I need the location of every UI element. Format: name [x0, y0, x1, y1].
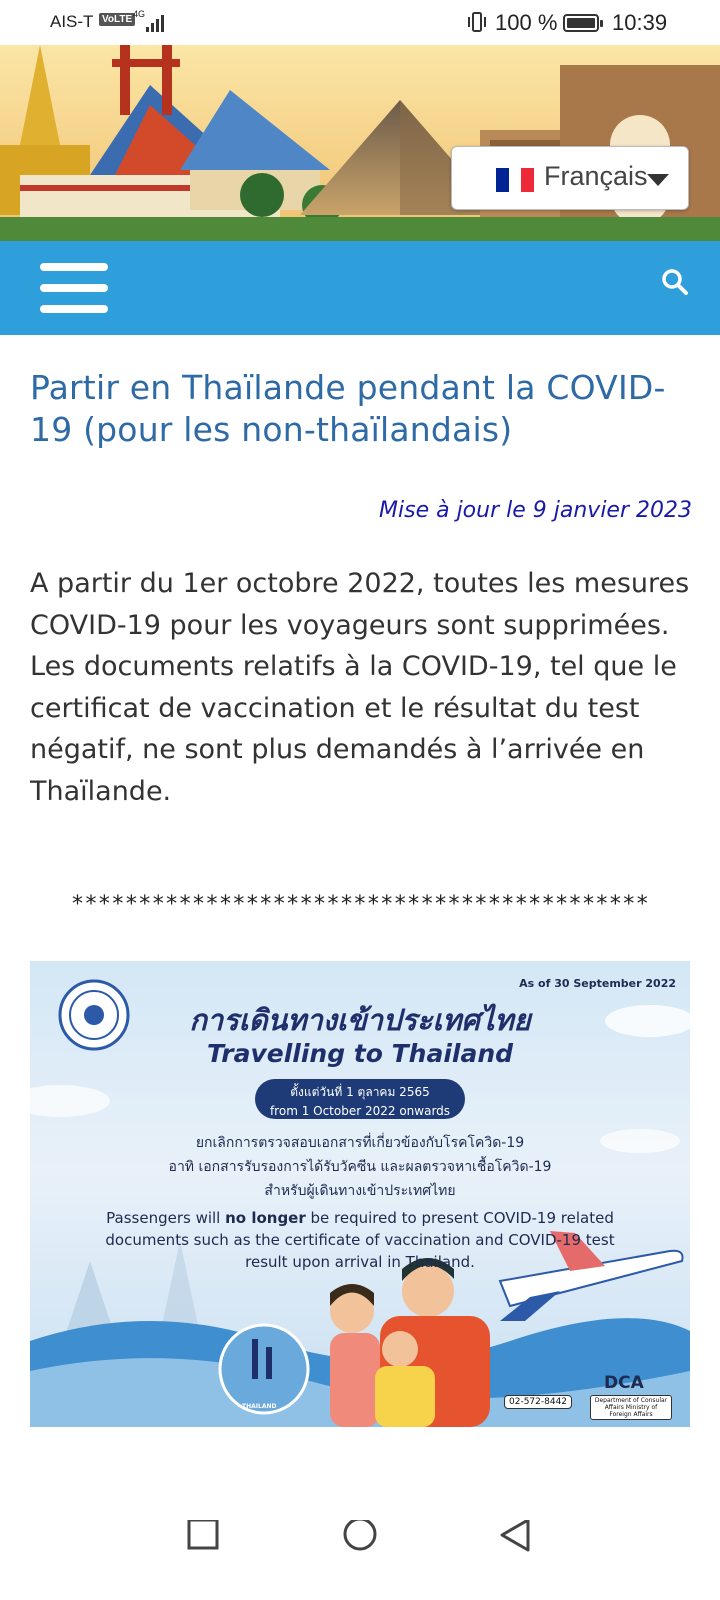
language-label: Français [544, 161, 648, 191]
network-generation: 4G [133, 9, 146, 19]
circle-icon[interactable] [330, 1520, 390, 1580]
poster-pill-english: from 1 October 2022 onwards [269, 1104, 451, 1118]
poster-english-body [90, 1207, 630, 1273]
poster-thailand-label: THAILAND [242, 1403, 277, 1410]
poster-as-of-date: As of 30 September 2022 [519, 977, 676, 990]
search-icon[interactable] [660, 267, 690, 297]
caret-down-icon [647, 174, 669, 186]
poster-dca-department: Department of Consular Affairs Ministry of Foreign Affairs [590, 1395, 672, 1420]
poster-date-pill [255, 1079, 465, 1119]
battery-icon [563, 14, 599, 32]
carrier-name: AIS-T [50, 12, 94, 31]
poster-en-bold: no longer [225, 1209, 306, 1227]
language-select[interactable] [451, 146, 689, 210]
poster-thai-body [90, 1131, 630, 1203]
poster-en-before: Passengers will [106, 1209, 226, 1227]
separator-line: ******************************************* [70, 892, 650, 917]
page-title: Partir en Thaïlande pendant la COVID-19 (pour les non-thaïlandais) [30, 368, 666, 449]
poster-thai-line-3: สำหรับผู้เดินทางเข้าประเทศไทย [264, 1183, 456, 1199]
status-time: 10:39 [612, 10, 668, 35]
france-flag-icon [496, 168, 534, 192]
signal-icon [140, 12, 166, 32]
square-icon[interactable] [172, 1520, 232, 1580]
triangle-back-icon[interactable] [482, 1520, 542, 1580]
header-banner [0, 45, 720, 241]
poster-en-after: be required to present COVID-19 related documents such as the certificate of vaccination and COVID-19 test result upon arrival in Thailand. [105, 1209, 615, 1271]
hamburger-icon[interactable] [40, 263, 108, 313]
poster-thai-title: การเดินทางเข้าประเทศไทย [189, 1003, 531, 1037]
poster-pill-thai: ตั้งแต่วันที่ 1 ตุลาคม 2565 [290, 1085, 430, 1099]
status-bar [0, 0, 720, 45]
travel-poster-image [30, 961, 690, 1427]
poster-thai-line-2: อาทิ เอกสารรับรองการได้รับวัคซีน และผลตรวจหาเชื้อโควิด-19 [168, 1159, 552, 1175]
poster-english-title: Travelling to Thailand [206, 1039, 514, 1068]
poster-dca-logo: DCA [604, 1373, 644, 1393]
battery-percent: 100 % [495, 10, 558, 35]
poster-phone: 02-572-8442 [504, 1395, 572, 1409]
intro-paragraph: A partir du 1er octobre 2022, toutes les mesures COVID-19 pour les voyageurs sont supprimées. Les documents relatifs à la COVID-19, tel que le certificat de vaccination et le résultat du test négatif, ne sont plus demandés à l’arrivée en Thaïlande. [30, 568, 690, 807]
vibrate-icon [467, 11, 487, 33]
volte-badge: VoLTE [99, 13, 135, 26]
banner-landmarks-image [0, 45, 720, 241]
update-date: Mise à jour le 9 janvier 2023 [379, 498, 692, 523]
system-navigation-bar [0, 1520, 720, 1600]
navbar [0, 241, 720, 335]
poster-thai-line-1: ยกเลิกการตรวจสอบเอกสารที่เกี่ยวข้องกับโรคโควิด-19 [195, 1135, 525, 1151]
